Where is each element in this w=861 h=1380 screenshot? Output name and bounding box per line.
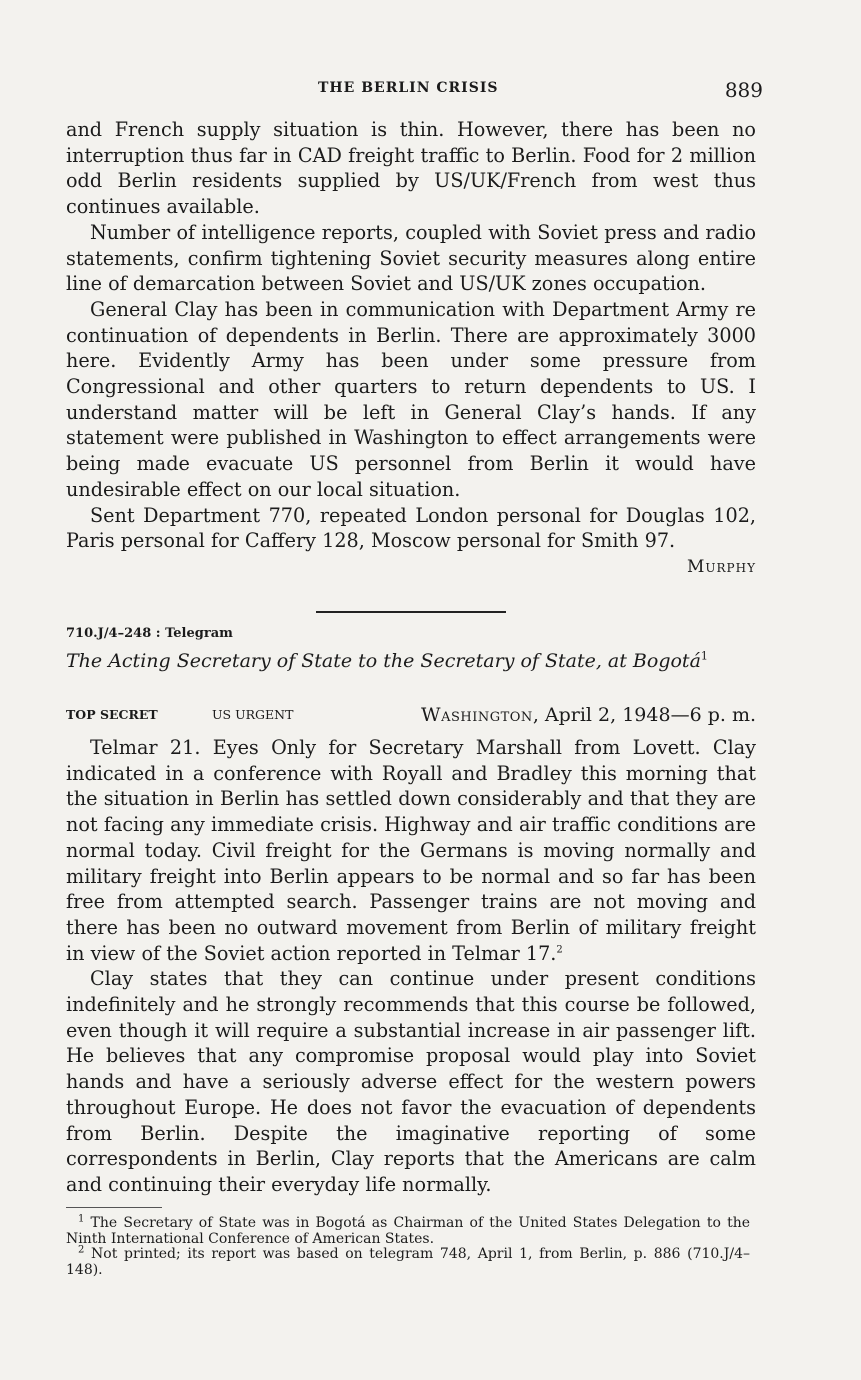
footnote-marker: 2 — [556, 944, 563, 956]
document-title-text: The Acting Secretary of State to the Secretary of State, at Bogotá — [66, 650, 701, 672]
continuation-paragraph: and French supply situation is thin. However, there has been no interruption thus far in CAD freight traffic to Berlin. Food for 2 million odd Berlin residents supplied by US/UK/French from west thus continues available. — [66, 118, 756, 219]
footnote-text: The Secretary of State was in Bogotá as Chairman of the United States Delegation to the Ninth International Conference of American States. — [66, 1215, 750, 1247]
signature: Murphy — [686, 556, 756, 577]
footnote-mark: 1 — [78, 1213, 85, 1225]
page-number: 889 — [724, 78, 763, 102]
footnote — [66, 1244, 750, 1278]
document-heading — [66, 704, 756, 728]
footnote-mark: 2 — [78, 1244, 85, 1256]
telegram-body — [66, 735, 756, 1198]
section-divider — [316, 611, 506, 613]
footnote — [66, 1213, 750, 1247]
continuation-paragraph: General Clay has been in communication with Department Army re continuation of dependents in Berlin. There are approximately 3000 here. Evidently Army has been under some pressure from Congressional and other quarters to return dependents to US. I understand matter will be left in General Clay’s hands. If any statement were published in Washington to effect arrangements were being made evacuate US personnel from Berlin it would have undesirable effect on our local situation. — [66, 297, 756, 501]
continuation-paragraph: Sent Department 770, repeated London personal for Douglas 102, Paris personal for Caffery 128, Moscow personal for Smith 97. — [66, 503, 756, 553]
dateline-place: Washington — [421, 704, 533, 726]
dateline — [421, 704, 756, 726]
dateline-date: , April 2, 1948—6 p. m. — [532, 704, 756, 726]
continuation-text — [66, 117, 756, 598]
file-reference: 710.J/4–248 : Telegram — [66, 626, 233, 641]
footnote-text: Not printed; its report was based on telegram 748, April 1, from Berlin, p. 886 (710.J/4–148). — [66, 1246, 750, 1278]
telegram-paragraph-text: Telmar 21. Eyes Only for Secretary Marshall from Lovett. Clay indicated in a conference with Royall and Bradley this morning that the situation in Berlin has settled down considerably and that they are not facing any immediate crisis. Highway and air traffic conditions are normal today. Civil freight for the Germans is moving normally and military freight into Berlin appears to be normal and so far has been free from attempted search. Passenger trains are not moving and there has been no outward movement from Berlin of military freight in view of the Soviet action reported in Telmar 17. — [66, 736, 756, 965]
telegram-paragraph — [66, 735, 756, 966]
document-title — [66, 650, 766, 672]
footnotes — [66, 1213, 750, 1278]
running-head — [0, 78, 861, 102]
telegram-paragraph: Clay states that they can continue under present conditions indefinitely and he strongly recommends that this course be followed, even though it will require a substantial increase in air passenger lift. He believes that any compromise proposal would play into Soviet hands and have a seriously adverse effect for the western powers throughout Europe. He does not favor the evacuation of dependents from Berlin. Despite the imaginative reporting of some correspondents in Berlin, Clay reports that the Americans are calm and continuing their everyday life normally. — [66, 967, 756, 1196]
classification-label: TOP SECRET — [66, 707, 158, 722]
running-title: THE BERLIN CRISIS — [318, 80, 499, 96]
urgency-label: US URGENT — [212, 707, 294, 722]
continuation-paragraph: Number of intelligence reports, coupled with Soviet press and radio statements, confirm tightening Soviet security measures along entire line of demarcation between Soviet and US/UK zones occupation. — [66, 220, 756, 296]
footnote-divider — [66, 1207, 162, 1208]
footnote-marker: 1 — [700, 649, 708, 663]
